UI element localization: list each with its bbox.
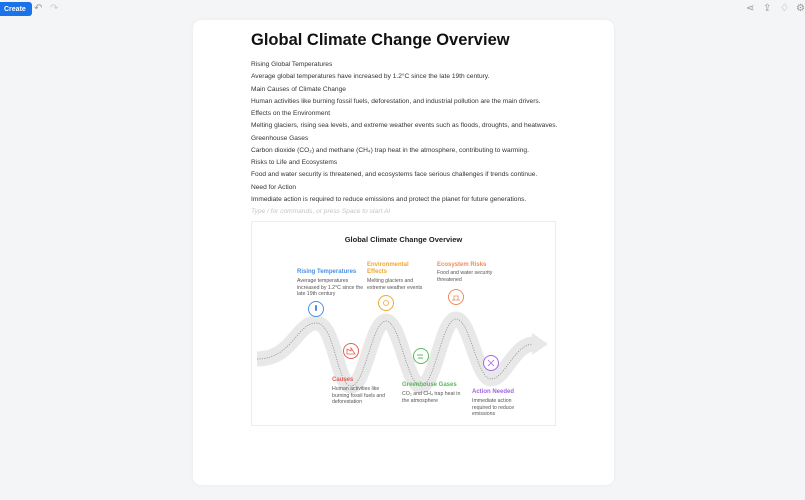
pin-environmental-effects-icon: [379, 296, 394, 311]
step-desc: Average temperatures increased by 1.2°C since the late 19th century: [297, 278, 364, 297]
step-label: Action Needed: [472, 389, 515, 395]
pin-causes-icon: [344, 344, 359, 359]
infographic-title: Global Climate Change Overview: [344, 235, 463, 244]
step-desc: Immediate action required to reduce emissions: [472, 398, 515, 417]
document-body[interactable]: [251, 60, 561, 219]
undo-icon[interactable]: ↶: [34, 3, 43, 14]
arrow-head-icon: [532, 333, 548, 355]
heading-line: Greenhouse Gases: [251, 134, 309, 142]
paragraph-line: Immediate action is required to reduce emissions and protect the planet for future generations.: [251, 195, 527, 203]
step-desc: Food and water security threatened: [437, 270, 493, 283]
step-desc: Melting glaciers and extreme weather events: [367, 278, 423, 291]
step-label: Greenhouse Gases: [402, 382, 457, 388]
settings-icon[interactable]: ⚙: [796, 3, 805, 14]
heading-line: Need for Action: [251, 183, 297, 191]
heading-line: Risks to Life and Ecosystems: [251, 159, 338, 166]
pin-ecosystem-risks-icon: [449, 290, 464, 305]
step-label: Rising Temperatures: [297, 269, 357, 275]
editor-placeholder[interactable]: Type / for commands, or press Space to start AI: [251, 208, 391, 215]
step-label: Ecosystem Risks: [437, 262, 487, 268]
bell-icon[interactable]: ♢: [780, 3, 789, 14]
pin-action-needed-icon: [484, 356, 499, 371]
heading-line: Rising Global Temperatures: [251, 61, 333, 68]
paragraph-line: Food and water security is threatened, and ecosystems face serious challenges if trends continue.: [251, 171, 538, 179]
step-label: Causes: [332, 377, 354, 383]
paragraph-line: Carbon dioxide (CO₂) and methane (CH₄) trap heat in the atmosphere, contributing to warming.: [251, 146, 529, 154]
export-icon[interactable]: ⇪: [763, 3, 772, 14]
step-label: Environmental Effects: [367, 262, 409, 275]
pin-greenhouse-gases-icon: [414, 349, 429, 364]
create-button[interactable]: Create: [0, 2, 32, 16]
heading-line: Effects on the Environment: [251, 110, 331, 117]
page-title: Global Climate Change Overview: [251, 31, 510, 49]
top-toolbar: [0, 0, 805, 20]
paragraph-line: Average global temperatures have increased by 1.2°C since the late 19th century.: [251, 73, 490, 81]
share-icon[interactable]: ⋖: [746, 3, 755, 14]
pin-rising-temperatures-icon: [309, 302, 324, 317]
paragraph-line: Human activities like burning fossil fuels, deforestation, and industrial pollution are the main drivers.: [251, 97, 541, 105]
heading-line: Main Causes of Climate Change: [251, 85, 346, 93]
step-desc: CO₂ and CH₄ trap heat in the atmosphere: [402, 391, 461, 404]
redo-icon[interactable]: ↷: [50, 3, 59, 14]
step-desc: Human activities like burning fossil fuels and deforestation: [332, 386, 386, 405]
paragraph-line: Melting glaciers, rising sea levels, and extreme weather events such as floods, droughts, and heatwaves.: [251, 122, 558, 130]
infographic[interactable]: [251, 221, 556, 426]
